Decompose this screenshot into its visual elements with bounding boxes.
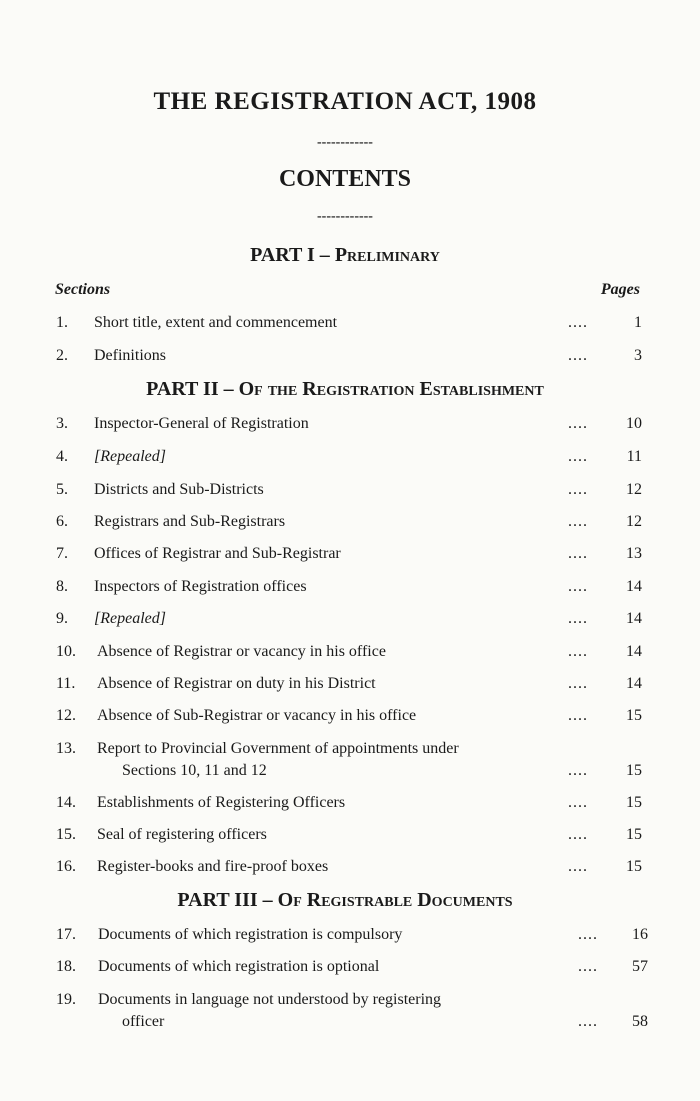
page-number: 15 [626, 762, 642, 779]
section-title: Absence of Sub-Registrar or vacancy in his office [97, 707, 417, 724]
leader-dots: .... [568, 513, 588, 530]
section-title: Documents in language not understood by registering [98, 991, 442, 1008]
toc-entry [0, 610, 700, 634]
section-title: Definitions [94, 347, 166, 364]
section-number: 7. [56, 545, 68, 562]
section-title: Inspectors of Registration offices [94, 578, 307, 595]
leader-dots: .... [568, 707, 588, 724]
section-title: Absence of Registrar or vacancy in his office [97, 643, 386, 660]
toc-entry [0, 958, 700, 982]
leader-dots: .... [568, 643, 588, 660]
toc-entry [0, 926, 700, 950]
section-number: 16. [56, 858, 76, 875]
section-number: 8. [56, 578, 68, 595]
section-number: 3. [56, 415, 68, 432]
section-title: [Repealed] [94, 448, 166, 465]
page-number: 57 [632, 958, 648, 975]
toc-entry [0, 707, 700, 731]
pages-column-header: Pages [600, 281, 640, 298]
section-title: Short title, extent and commencement [94, 314, 338, 331]
section-number: 12. [56, 707, 76, 724]
part-prefix: PART I – [250, 244, 330, 266]
toc-entry [0, 481, 700, 505]
page-number: 58 [632, 1013, 648, 1030]
document-title: THE REGISTRATION ACT, 1908 [153, 88, 537, 115]
section-number: 18. [56, 958, 76, 975]
page-number: 13 [626, 545, 642, 562]
separator-rule-2: ------------ [317, 209, 373, 224]
toc-entry [0, 513, 700, 537]
section-number: 5. [56, 481, 68, 498]
toc-entry [0, 794, 700, 818]
toc-entry-continuation [0, 1013, 700, 1037]
section-title-continued: Sections 10, 11 and 12 [122, 762, 267, 779]
page-number: 14 [626, 610, 642, 627]
toc-entry [0, 991, 700, 1015]
part-prefix: PART III – [177, 889, 273, 911]
leader-dots: .... [578, 958, 598, 975]
sections-column-header: Sections [55, 281, 111, 298]
section-number: 14. [56, 794, 76, 811]
toc-entry [0, 858, 700, 882]
separator-rule-1: ------------ [317, 135, 373, 150]
toc-entry [0, 675, 700, 699]
leader-dots: .... [568, 794, 588, 811]
page-number: 1 [634, 314, 642, 331]
section-title: Registrars and Sub-Registrars [94, 513, 286, 530]
section-number: 19. [56, 991, 76, 1008]
toc-entry [0, 643, 700, 667]
section-title: Documents of which registration is optional [98, 958, 380, 975]
leader-dots: .... [568, 415, 588, 432]
section-title: Offices of Registrar and Sub-Registrar [94, 545, 341, 562]
toc-entry [0, 545, 700, 569]
leader-dots: .... [568, 826, 588, 843]
section-title: Report to Provincial Government of appointments under [97, 740, 459, 757]
page-number: 12 [626, 481, 642, 498]
section-title: Absence of Registrar on duty in his District [97, 675, 376, 692]
section-title: Inspector-General of Registration [94, 415, 309, 432]
section-title: Establishments of Registering Officers [97, 794, 346, 811]
part-heading-3 [0, 889, 690, 912]
toc-entry [0, 740, 700, 764]
section-title: Districts and Sub-Districts [94, 481, 264, 498]
section-title: [Repealed] [94, 610, 166, 627]
leader-dots: .... [568, 675, 588, 692]
section-number: 11. [56, 675, 76, 692]
section-number: 13. [56, 740, 76, 757]
section-number: 15. [56, 826, 76, 843]
part-heading-2 [0, 378, 690, 401]
page-number: 11 [626, 448, 642, 465]
leader-dots: .... [578, 1013, 598, 1030]
page-number: 16 [632, 926, 648, 943]
page-number: 10 [626, 415, 642, 432]
section-title-continued: officer [122, 1013, 165, 1030]
leader-dots: .... [568, 610, 588, 627]
leader-dots: .... [578, 926, 598, 943]
part-prefix: PART II – [146, 378, 234, 400]
toc-entry [0, 448, 700, 472]
toc-entry [0, 578, 700, 602]
toc-entry [0, 314, 700, 338]
page-number: 15 [626, 858, 642, 875]
leader-dots: .... [568, 481, 588, 498]
leader-dots: .... [568, 545, 588, 562]
leader-dots: .... [568, 858, 588, 875]
toc-entry [0, 826, 700, 850]
toc-entry-continuation [0, 762, 700, 786]
section-number: 1. [56, 314, 68, 331]
leader-dots: .... [568, 347, 588, 364]
contents-heading: CONTENTS [278, 166, 412, 192]
leader-dots: .... [568, 762, 588, 779]
leader-dots: .... [568, 578, 588, 595]
page-number: 14 [626, 578, 642, 595]
part-name: Of Registrable Documents [277, 889, 513, 911]
section-number: 6. [56, 513, 68, 530]
page-number: 15 [626, 794, 642, 811]
page-number: 3 [634, 347, 642, 364]
part-heading-1 [0, 244, 690, 267]
toc-entry [0, 415, 700, 439]
page-number: 15 [626, 707, 642, 724]
section-title: Register-books and fire-proof boxes [97, 858, 329, 875]
part-name: Of the Registration Establishment [238, 378, 544, 400]
page-number: 14 [626, 675, 642, 692]
part-name: Preliminary [334, 244, 440, 266]
section-number: 2. [56, 347, 68, 364]
leader-dots: .... [568, 314, 588, 331]
section-number: 10. [56, 643, 76, 660]
section-number: 17. [56, 926, 76, 943]
page-number: 12 [626, 513, 642, 530]
leader-dots: .... [568, 448, 588, 465]
page-number: 14 [626, 643, 642, 660]
section-number: 4. [56, 448, 68, 465]
section-number: 9. [56, 610, 68, 627]
toc-entry [0, 347, 700, 371]
section-title: Seal of registering officers [97, 826, 267, 843]
page-number: 15 [626, 826, 642, 843]
section-title: Documents of which registration is compulsory [98, 926, 403, 943]
